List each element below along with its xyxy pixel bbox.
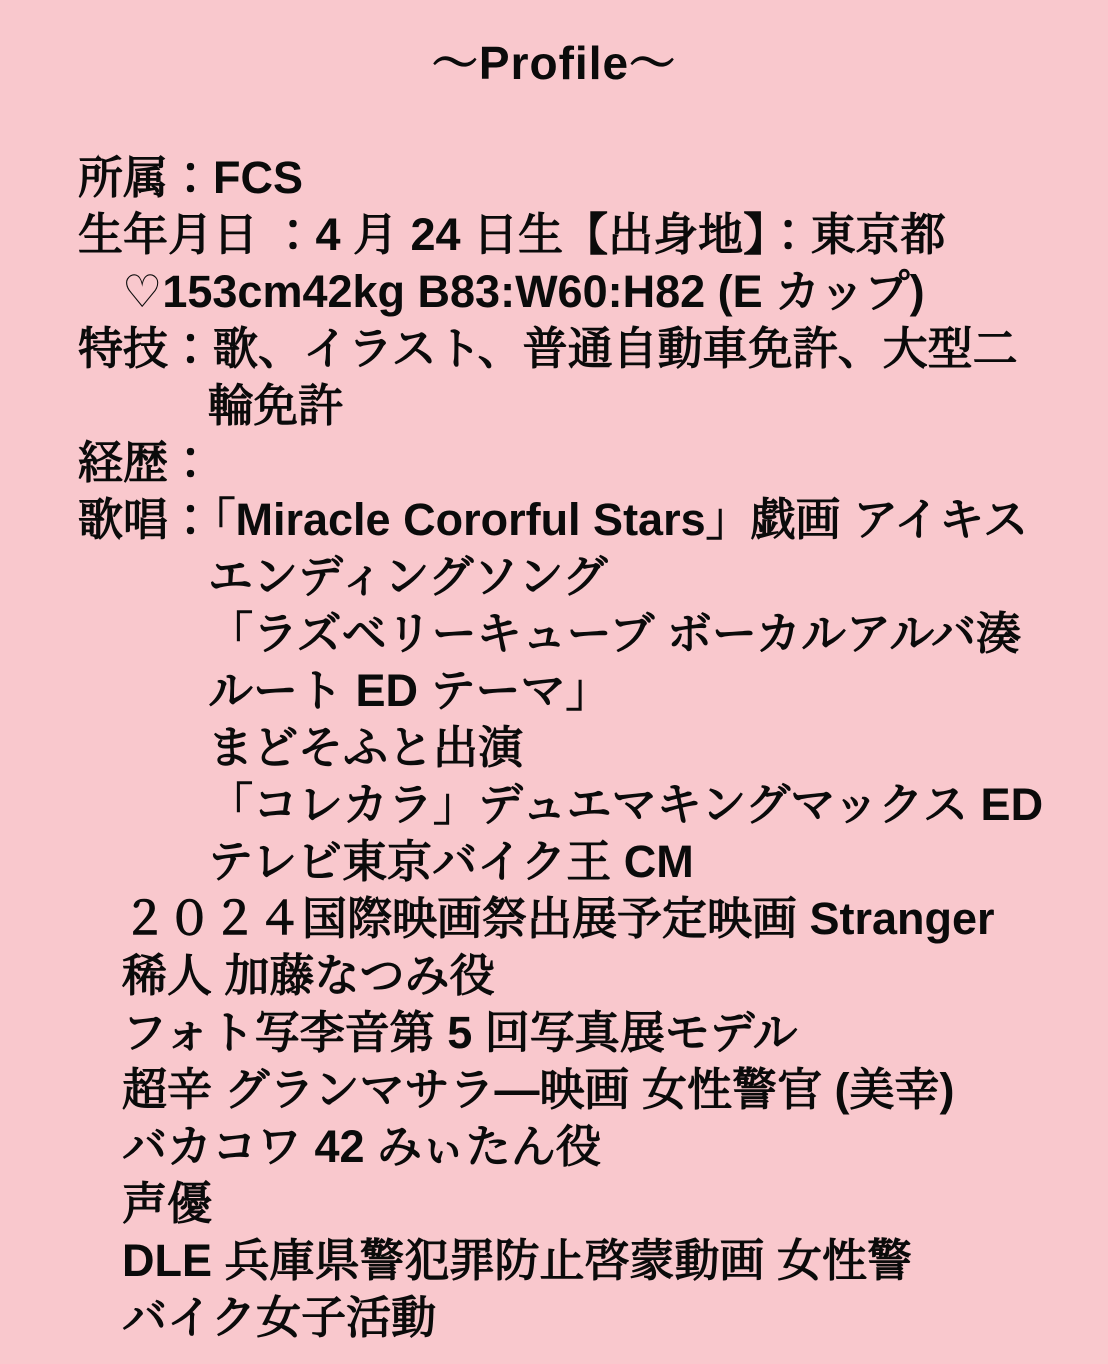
profile-line: 声優 bbox=[122, 1177, 213, 1229]
profile-line-affiliation: 所属：FCS bbox=[78, 151, 304, 203]
profile-line-birthdate: 生年月日 ：4 月 24 日生【出身地】：東京都 bbox=[78, 208, 946, 260]
profile-line: 「コレカラ」デュエマキングマックス ED bbox=[208, 778, 1044, 830]
profile-line: バイク女子活動 bbox=[122, 1291, 437, 1343]
profile-line-skills-cont: 輪免許 bbox=[208, 379, 344, 431]
profile-line: テレビ東京バイク王 CM bbox=[208, 835, 694, 887]
profile-line: バカコワ 42 みぃたん役 bbox=[122, 1120, 601, 1172]
profile-line: 「ラズベリーキューブ ボーカルアルバ湊 bbox=[208, 607, 1022, 659]
profile-line: フォト写李音第 5 回写真展モデル bbox=[122, 1006, 798, 1058]
profile-line-career-label: 経歴： bbox=[78, 436, 214, 488]
profile-line-singing: 歌唱：「Miracle Cororful Stars」戯画 アイキス bbox=[78, 493, 1029, 545]
profile-line-measurements: ♡153cm42kg B83:W60:H82 (E カップ) bbox=[122, 265, 925, 317]
profile-line: まどそふと出演 bbox=[208, 721, 524, 773]
profile-line: エンディングソング bbox=[208, 550, 608, 602]
profile-line: ２０２４国際映画祭出展予定映画 Stranger bbox=[122, 892, 995, 944]
profile-line: 稀人 加藤なつみ役 bbox=[122, 949, 495, 1001]
profile-text-block bbox=[0, 149, 1108, 1346]
profile-line: DLE 兵庫県警犯罪防止啓蒙動画 女性警 bbox=[122, 1234, 913, 1286]
profile-line: ルート ED テーマ」 bbox=[208, 664, 611, 716]
profile-line-skills: 特技：歌、イラスト、普通自動車免許、大型二 bbox=[78, 322, 1018, 374]
profile-line: 超辛 グランマサラ―映画 女性警官 (美幸) bbox=[122, 1063, 955, 1115]
page-title: ～Profile～ bbox=[431, 37, 677, 89]
